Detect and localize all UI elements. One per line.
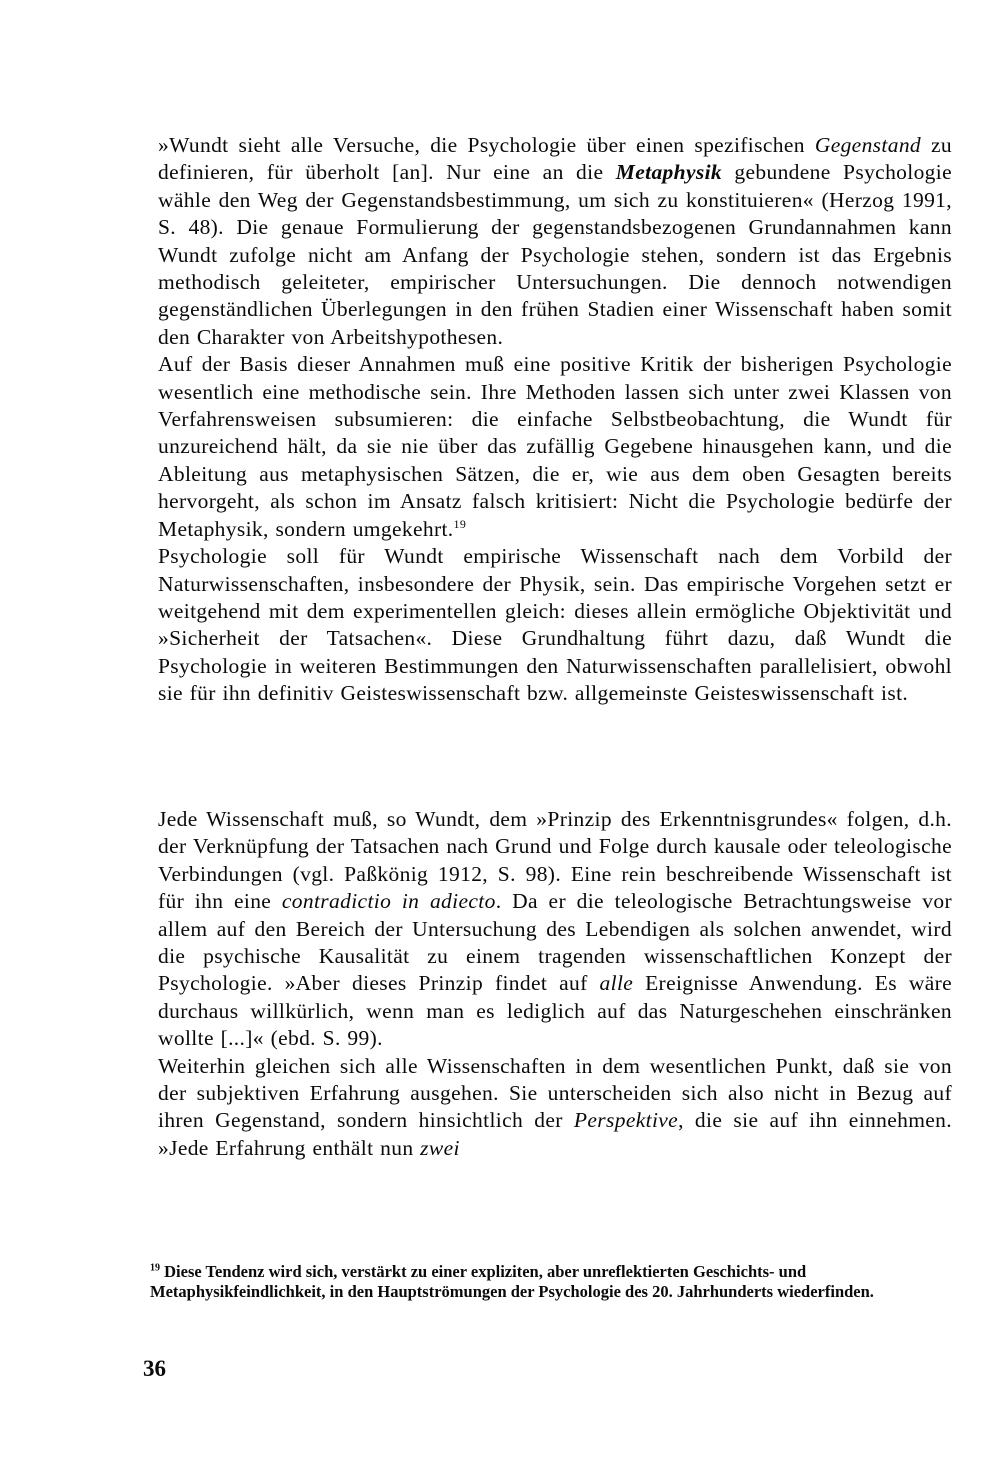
page-number: 36 <box>143 1356 166 1381</box>
text-run: Psychologie soll für Wundt empirische Wissenschaft nach dem Vorbild der Naturwissenschaften, insbesondere der Physik, sein. Das empirische Vorgehen setzt er weitgehend mit dem experimentellen gleich: dieses allein ermögliche Objektivität und »Sicherheit der Tatsachen«. Diese Grundhaltung führt dazu, daß Wundt die Psychologie in weiteren Bestimmungen den Naturwissenschaften parallelisiert, obwohl sie für ihn definitiv Geisteswissenschaft bzw. allgemeinste Geisteswissenschaft ist. <box>158 544 952 706</box>
text-run: Auf der Basis dieser Annahmen muß eine positive Kritik der bisherigen Psychologie wesentlich eine methodische sein. Ihre Methoden lassen sich unter zwei Klassen von Verfahrensweisen subsumieren: die einfache Selbstbeobachtung, die Wundt für unzureichend hält, da sie nie über das zufällig Gegebene hinausgehen kann, und die Ableitung aus metaphysischen Sätzen, die er, wie aus dem oben Gesagten bereits hervorgeht, als schon im Ansatz falsch kritisiert: Nicht die Psychologie bedürfe der Metaphysik, sondern umgekehrt. <box>158 352 952 541</box>
text-run: Weiterhin gleichen sich alle Wissenschaften in dem wesentlichen Punkt, daß sie von der subjektiven Erfahrung ausgehen. Sie unterscheiden sich also nicht in Bezug auf ihren Gegenstand, sondern hinsichtlich der <box>158 1053 952 1133</box>
emphasized-text: Metaphysik <box>615 160 722 185</box>
main-text-section-2 <box>158 806 952 1162</box>
paragraph <box>158 351 952 543</box>
paragraph <box>158 543 952 707</box>
text-run: gebundene Psychologie wähle den Weg der Gegenstandsbestimmung, um sich zu konstituieren« (Herzog 1991, S. 48). Die genaue Formulierung der gegenstandsbezogenen Grundannahmen kann Wundt zufolge nicht am Anfang der Psychologie stehen, sondern ist das Ergebnis methodisch geleiteter, empirischer Untersuchungen. Die dennoch notwendigen gegenständlichen Überlegungen in den frühen Stadien einer Wissenschaft haben somit den Charakter von Arbeitshypothesen. <box>158 160 953 349</box>
footnote-text: Diese Tendenz wird sich, verstärkt zu einer expliziten, aber unreflektierten Geschichts- und Metaphysikfeindlichkeit, in den Hauptströmungen der Psychologie des 20. Jahrhunderts wiederfinden. <box>150 1262 874 1301</box>
text-run: Jede Wissenschaft muß, so Wundt, dem »Prinzip des Erkenntnisgrundes« folgen, d.h. der Verknüpfung der Tatsachen nach Grund und Folge durch kausale oder teleologische Verbindungen (vgl. Paßkönig 1912, S. 98). Eine rein beschreibende Wissenschaft ist für ihn eine <box>158 807 952 914</box>
paragraph <box>158 806 952 1053</box>
text-run: Ereignisse Anwendung. Es wäre durchaus willkürlich, wenn man es lediglich auf das Naturgeschehen einschränken wollte [...]« (ebd. S. 99). <box>158 971 952 1051</box>
emphasized-text: Perspektive <box>573 1108 679 1133</box>
text-run: zu definieren, für überholt [an]. Nur eine an die <box>158 133 953 185</box>
emphasized-text: contradictio in adiecto <box>281 889 496 914</box>
text-run: , die sie auf ihn einnehmen. »Jede Erfahrung enthält nun <box>158 1108 952 1160</box>
footnote-reference: 19 <box>453 516 467 531</box>
emphasized-text: Gegenstand <box>814 133 922 157</box>
main-text-section-1 <box>158 132 952 708</box>
text-run: »Wundt sieht alle Versuche, die Psychologie über einen spezifischen <box>158 133 815 157</box>
footnote <box>150 1262 958 1302</box>
emphasized-text: alle <box>599 971 634 996</box>
text-run: . Da er die teleologische Betrachtungsweise vor allem auf den Bereich der Untersuchung des Lebendigen als solchen anwendet, wird die psychische Kausalität zu einem tragenden wissenschaftlichen Konzept der Psychologie. »Aber dieses Prinzip findet auf <box>158 889 953 996</box>
paragraph <box>158 1053 952 1163</box>
footnote-marker: 19 <box>150 1262 160 1274</box>
paragraph <box>158 132 952 351</box>
emphasized-text: zwei <box>420 1135 460 1160</box>
